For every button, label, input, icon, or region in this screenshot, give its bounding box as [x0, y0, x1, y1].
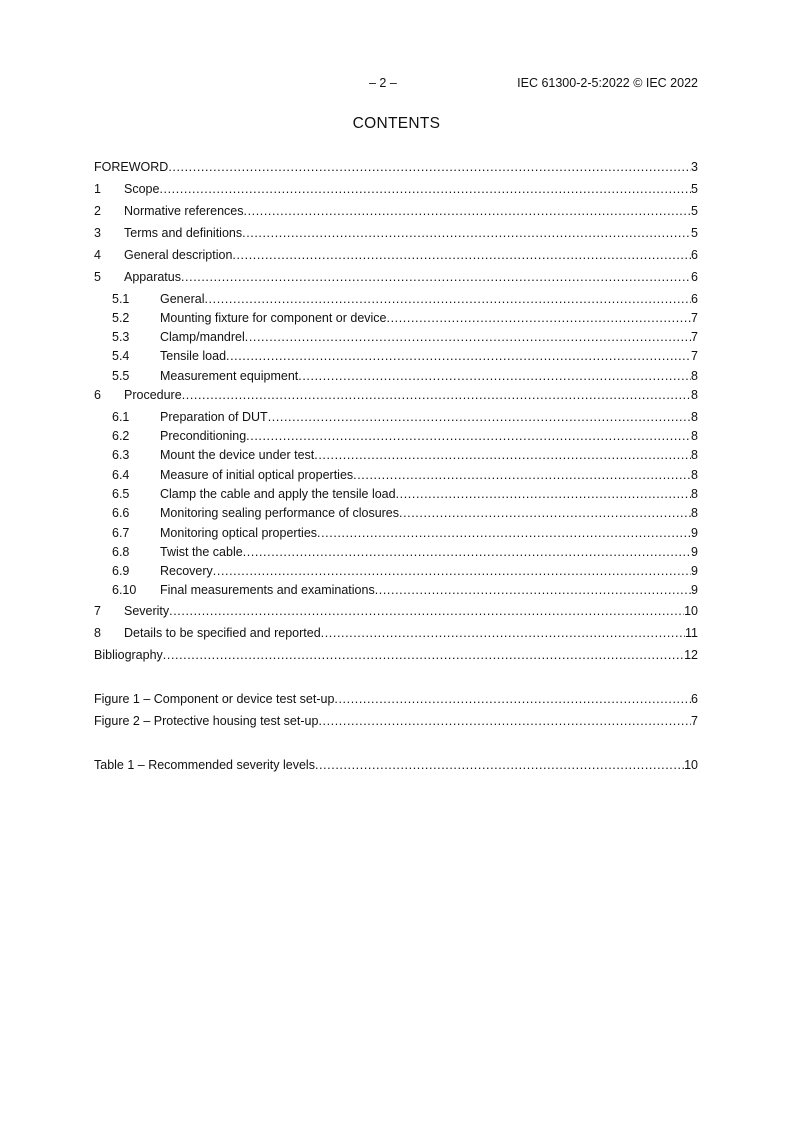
toc-entry-page: 8 [691, 369, 698, 383]
toc-entry-page: 8 [691, 487, 698, 501]
figure-entry-page: 6 [691, 692, 698, 706]
toc-entry-number: 6.10 [112, 583, 137, 597]
toc-entry-6-2[interactable] [112, 428, 698, 444]
list-of-figures-entry-2[interactable] [94, 713, 698, 729]
toc-entry-page: 8 [691, 410, 698, 424]
toc-entry-title: General description [124, 248, 233, 262]
toc-entry-6-5[interactable] [112, 486, 698, 502]
table-entry-title: Table 1 – Recommended severity levels [94, 758, 315, 772]
table-entry-page: 10 [684, 758, 698, 772]
page-header [0, 76, 793, 92]
toc-entry-number: 2 [94, 204, 101, 218]
toc-entry-number: 6.1 [112, 410, 130, 424]
list-of-tables-entry-1[interactable] [94, 757, 698, 773]
toc-entry-number: 6.3 [112, 448, 130, 462]
toc-entry-6-3[interactable] [112, 447, 698, 463]
toc-entry-page: 9 [691, 526, 698, 540]
toc-entry-number: 5.5 [112, 369, 130, 383]
toc-entry-number: 5.4 [112, 349, 130, 363]
toc-entry-title: Preparation of DUT [160, 410, 268, 424]
toc-entry-page: 9 [691, 583, 698, 597]
toc-entry-6[interactable] [94, 387, 698, 403]
toc-entry-title: Twist the cable [160, 545, 243, 559]
toc-entry-title: Monitoring sealing performance of closures [160, 506, 400, 520]
toc-entry-page: 6 [691, 292, 698, 306]
toc-entry-title: Mounting fixture for component or device [160, 311, 387, 325]
toc-entry-number: 6.6 [112, 506, 130, 520]
toc-entry-title: Clamp the cable and apply the tensile load [160, 487, 396, 501]
toc-entry-number: 8 [94, 626, 101, 640]
toc-entry-number: 5.3 [112, 330, 130, 344]
toc-entry-number: 5.1 [112, 292, 130, 306]
toc-entry-5-2[interactable] [112, 310, 698, 326]
toc-entry-page: 5 [691, 182, 698, 196]
toc-entry-6-1[interactable] [112, 409, 698, 425]
toc-entry-number: 6.7 [112, 526, 130, 540]
toc-entry-6-9[interactable] [112, 563, 698, 579]
toc-entry-title: Bibliography [94, 648, 163, 662]
toc-entry-number: 6 [94, 388, 101, 402]
toc-entry-number: 3 [94, 226, 101, 240]
toc-entry-title: Details to be specified and reported [124, 626, 321, 640]
toc-entry-page: 12 [684, 648, 698, 662]
toc-entry-number: 7 [94, 604, 101, 618]
toc-entry-page: 7 [691, 311, 698, 325]
toc-entry-6-8[interactable] [112, 544, 698, 560]
toc-entry-title: Severity [124, 604, 170, 618]
toc-entry-page: 8 [691, 429, 698, 443]
toc-entry-5-4[interactable] [112, 348, 698, 364]
toc-entry-1[interactable] [94, 181, 698, 197]
toc-entry-title: Mount the device under test [160, 448, 315, 462]
figure-entry-title: Figure 2 – Protective housing test set-up [94, 714, 319, 728]
toc-entry-8[interactable] [94, 625, 698, 641]
toc-entry-bibliography[interactable] [94, 647, 698, 663]
toc-entry-title: Normative references [124, 204, 244, 218]
toc-entry-page: 8 [691, 448, 698, 462]
toc-entry-7[interactable] [94, 603, 698, 619]
toc-entry-6-7[interactable] [112, 525, 698, 541]
toc-entry-title: Apparatus [124, 270, 181, 284]
toc-entry-title: General [160, 292, 205, 306]
toc-entry-title: Terms and definitions [124, 226, 243, 240]
toc-entry-6-6[interactable] [112, 505, 698, 521]
toc-entry-title: Measurement equipment [160, 369, 299, 383]
toc-entry-page: 5 [691, 204, 698, 218]
toc-entry-3[interactable] [94, 225, 698, 241]
figure-entry-title: Figure 1 – Component or device test set-up [94, 692, 335, 706]
toc-entry-6-4[interactable] [112, 467, 698, 483]
toc-entry-number: 6.5 [112, 487, 130, 501]
toc-entry-5-5[interactable] [112, 368, 698, 384]
toc-entry-page: 10 [684, 604, 698, 618]
toc-entry-page: 8 [691, 388, 698, 402]
toc-entry-page: 11 [685, 626, 698, 640]
toc-entry-page: 9 [691, 545, 698, 559]
list-of-figures-entry-1[interactable] [94, 691, 698, 707]
toc-entry-page: 5 [691, 226, 698, 240]
toc-entry-page: 7 [691, 330, 698, 344]
toc-entry-6-10[interactable] [112, 582, 698, 598]
toc-entry-title: Monitoring optical properties [160, 526, 318, 540]
toc-entry-foreword[interactable] [94, 159, 698, 175]
toc-entry-number: 6.9 [112, 564, 130, 578]
toc-entry-4[interactable] [94, 247, 698, 263]
toc-entry-page: 3 [691, 160, 698, 174]
toc-entry-number: 5 [94, 270, 101, 284]
toc-entry-page: 6 [691, 270, 698, 284]
toc-entry-title: Measure of initial optical properties [160, 468, 354, 482]
toc-entry-number: 1 [94, 182, 101, 196]
toc-entry-title: Procedure [124, 388, 182, 402]
toc-entry-title: Tensile load [160, 349, 227, 363]
toc-entry-5-3[interactable] [112, 329, 698, 345]
toc-entry-5[interactable] [94, 269, 698, 285]
toc-entry-page: 9 [691, 564, 698, 578]
toc-entry-title: Clamp/mandrel [160, 330, 245, 344]
page-number: – 2 – [369, 76, 397, 90]
contents-title: CONTENTS [352, 115, 441, 132]
toc-entry-number: 6.2 [112, 429, 130, 443]
toc-entry-number: 5.2 [112, 311, 130, 325]
standard-reference: IEC 61300-2-5:2022 © IEC 2022 [517, 76, 698, 90]
figure-entry-page: 7 [691, 714, 698, 728]
toc-entry-title: Preconditioning [160, 429, 247, 443]
toc-entry-title: FOREWORD [94, 160, 169, 174]
toc-entry-title: Recovery [160, 564, 213, 578]
toc-entry-page: 8 [691, 506, 698, 520]
toc-entry-number: 6.4 [112, 468, 130, 482]
toc-entry-number: 4 [94, 248, 101, 262]
toc-entry-title: Scope [124, 182, 160, 196]
toc-entry-page: 6 [691, 248, 698, 262]
toc-entry-page: 7 [691, 349, 698, 363]
toc-entry-2[interactable] [94, 203, 698, 219]
toc-entry-title: Final measurements and examinations [160, 583, 375, 597]
toc-entry-page: 8 [691, 468, 698, 482]
toc-entry-number: 6.8 [112, 545, 130, 559]
toc-entry-5-1[interactable] [112, 291, 698, 307]
